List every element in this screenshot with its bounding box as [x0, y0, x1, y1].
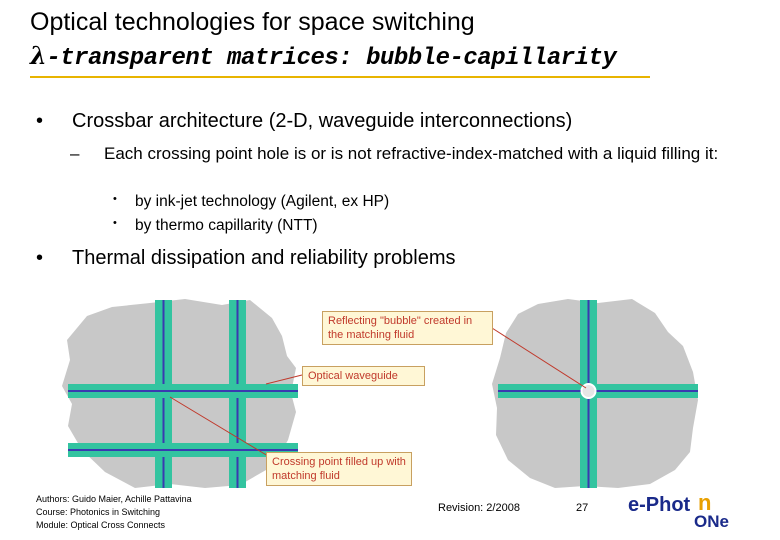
footer-authors: Authors: Guido Maier, Achille Pattavina [36, 494, 192, 504]
bullet-marker: • [36, 110, 44, 132]
callout-bubble: Reflecting "bubble" created in the matching fluid [322, 311, 493, 345]
bullet-marker: • [36, 247, 44, 269]
callout-waveguide: Optical waveguide [302, 366, 425, 386]
sub-sub-bullet-marker: • [113, 217, 117, 229]
footer-module: Module: Optical Cross Connects [36, 520, 166, 530]
sub-bullet-crossing-point-text: Each crossing point hole is or is not refractive-index-matched with a liquid filling it: [104, 144, 719, 163]
logo-text-2: n [698, 490, 712, 515]
footer-course: Course: Photonics in Switching [36, 507, 161, 517]
slide-title-line2-text: -transparent matrices: bubble-capillarity [46, 45, 617, 72]
sub-bullet-dash: – [70, 144, 80, 163]
page-number: 27 [576, 502, 589, 514]
footer-revision: Revision: 2/2008 [438, 502, 520, 514]
sub-sub-bullet-marker: • [113, 193, 117, 205]
bullet-crossbar-text: Crossbar architecture (2-D, waveguide interconnections) [72, 110, 573, 132]
slide-title-line1: Optical technologies for space switching [30, 8, 475, 36]
callout-crossing: Crossing point filled up with matching fluid [266, 452, 412, 486]
sub-sub-bullet-thermo-text: by thermo capillarity (NTT) [135, 217, 318, 234]
logo-text-3: ONe [694, 512, 729, 531]
lambda-symbol: λ [30, 41, 47, 70]
logo-text-1: e-Phot [628, 494, 691, 516]
bullet-thermal-text: Thermal dissipation and reliability problems [72, 247, 456, 269]
sub-sub-bullet-inkjet-text: by ink-jet technology (Agilent, ex HP) [135, 193, 390, 210]
